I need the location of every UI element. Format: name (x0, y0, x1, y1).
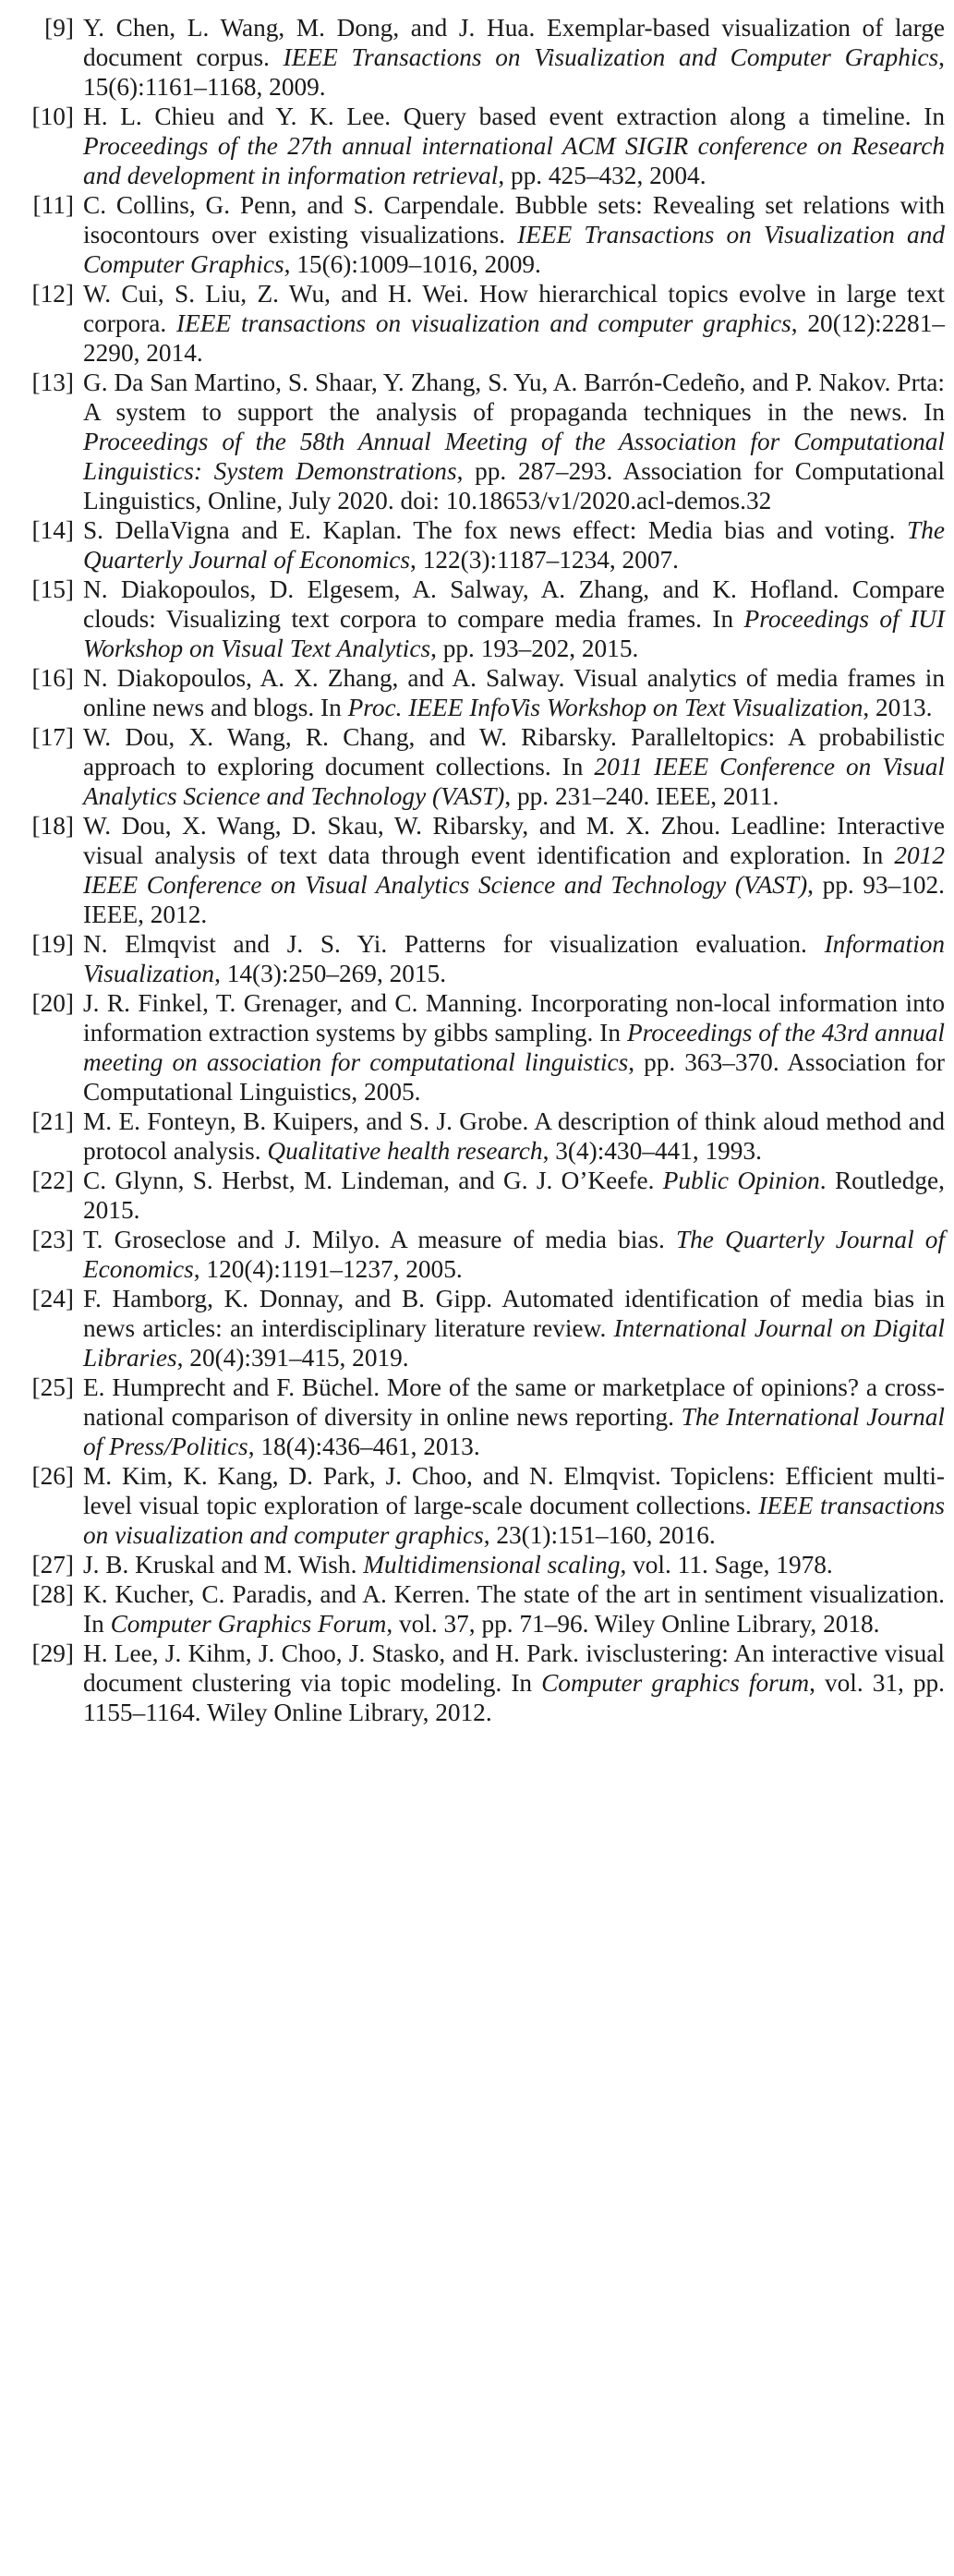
reference-venue: IEEE Transactions on Visualization and Computer Graphics (83, 221, 945, 278)
reference-authors-title: Y. Chen, L. Wang, M. Dong, and J. Hua. Exemplar-based visualization of large document corpus. (83, 14, 945, 71)
reference-number: [12] (31, 280, 74, 308)
reference-entry (9, 1461, 945, 1550)
reference-text (83, 368, 945, 515)
reference-text (83, 1107, 945, 1166)
reference-venue: Public Opinion (662, 1167, 820, 1194)
reference-details: , pp. 231–240. IEEE, 2011. (504, 782, 779, 810)
reference-number: [22] (31, 1167, 74, 1194)
reference-text (83, 1225, 945, 1284)
reference-entry (9, 811, 945, 929)
reference-venue: IEEE transactions on visualization and computer graphics (176, 309, 791, 337)
reference-entry (9, 722, 945, 811)
reference-authors-title: W. Cui, S. Liu, Z. Wu, and H. Wei. How hierarchical topics evolve in large text corpora. (83, 280, 945, 337)
reference-authors-title: N. Elmqvist and J. S. Yi. Patterns for visualization evaluation. (83, 930, 825, 958)
reference-authors-title: C. Glynn, S. Herbst, M. Lindeman, and G. J. O’Keefe. (83, 1167, 663, 1194)
reference-venue: IEEE Transactions on Visualization and Computer Graphics (283, 43, 939, 71)
reference-authors-title: N. Diakopoulos, A. X. Zhang, and A. Salway. Visual analytics of media frames in online news and blogs. In (83, 664, 945, 721)
reference-authors-title: M. E. Fonteyn, B. Kuipers, and S. J. Grobe. A description of think aloud method and protocol analysis. (83, 1107, 945, 1165)
reference-details: , 120(4):1191–1237, 2005. (193, 1255, 463, 1283)
reference-authors-title: J. R. Finkel, T. Grenager, and C. Manning. Incorporating non-local information into information extraction systems by gibbs sampling. In (83, 989, 945, 1046)
reference-venue: 2011 IEEE Conference on Visual Analytics Science and Technology (VAST) (83, 753, 945, 810)
reference-text (83, 515, 945, 574)
reference-details: , pp. 193–202, 2015. (430, 635, 639, 662)
reference-venue: Proceedings of the 43rd annual meeting on association for computational linguistics (83, 1019, 945, 1076)
reference-number: [28] (31, 1580, 74, 1608)
reference-entry (9, 1107, 945, 1166)
reference-text (83, 929, 945, 988)
reference-details: , 20(4):391–415, 2019. (176, 1344, 409, 1372)
reference-details: , vol. 31, pp. 1155–1164. Wiley Online Library, 2012. (83, 1669, 945, 1726)
reference-details: , 23(1):151–160, 2016. (483, 1521, 716, 1549)
reference-entry (9, 102, 945, 190)
reference-authors-title: E. Humprecht and F. Büchel. More of the same or marketplace of opinions? a cross-national comparison of diversity in online news reporting. (83, 1373, 945, 1431)
reference-venue: Proceedings of IUI Workshop on Visual Text Analytics (83, 605, 945, 662)
reference-authors-title: C. Collins, G. Penn, and S. Carpendale. Bubble sets: Revealing set relations with isocontours over existing visualizations. (83, 191, 945, 248)
reference-number: [29] (31, 1639, 74, 1667)
reference-details: . Routledge, 2015. (83, 1167, 945, 1224)
reference-authors-title: F. Hamborg, K. Donnay, and B. Gipp. Automated identification of media bias in news articles: an interdisciplinary literature review. (83, 1285, 945, 1342)
reference-entry (9, 929, 945, 988)
reference-venue: Multidimensional scaling (363, 1551, 621, 1578)
reference-number: [19] (31, 930, 74, 958)
reference-entry (9, 574, 945, 663)
reference-number: [15] (31, 575, 74, 603)
reference-venue: 2012 IEEE Conference on Visual Analytics Science and Technology (VAST) (83, 841, 945, 899)
reference-venue: IEEE transactions on visualization and computer graphics (83, 1492, 945, 1549)
reference-details: , 14(3):250–269, 2015. (214, 960, 447, 987)
reference-authors-title: K. Kucher, C. Paradis, and A. Kerren. The state of the art in sentiment visualization. In (83, 1580, 945, 1638)
reference-text (83, 1373, 945, 1461)
reference-authors-title: T. Groseclose and J. Milyo. A measure of media bias. (83, 1226, 676, 1253)
reference-text (83, 190, 945, 279)
reference-entry (9, 515, 945, 574)
reference-venue: Qualitative health research (267, 1137, 543, 1165)
reference-number: [17] (31, 723, 74, 751)
reference-text (83, 13, 945, 102)
reference-details: , 2013. (863, 694, 933, 721)
reference-entry (9, 1166, 945, 1225)
reference-text (83, 1284, 945, 1373)
reference-authors-title: J. B. Kruskal and M. Wish. (83, 1551, 364, 1578)
reference-authors-title: S. DellaVigna and E. Kaplan. The fox news effect: Media bias and voting. (83, 516, 908, 544)
reference-details: , pp. 363–370. Association for Computational Linguistics, 2005. (83, 1048, 945, 1106)
reference-entry (9, 1550, 945, 1579)
reference-entry (9, 279, 945, 368)
reference-venue: Computer graphics forum (541, 1669, 810, 1697)
reference-text (83, 1461, 945, 1550)
reference-number: [13] (31, 369, 74, 396)
reference-details: , pp. 425–432, 2004. (498, 162, 706, 189)
reference-venue: The Quarterly Journal of Economics (83, 516, 945, 574)
reference-number: [18] (31, 812, 74, 840)
reference-venue: The International Journal of Press/Politics (83, 1403, 945, 1460)
reference-text (83, 1639, 945, 1727)
reference-details: , vol. 11. Sage, 1978. (620, 1551, 833, 1578)
reference-number: [26] (31, 1462, 74, 1490)
reference-details: , pp. 287–293. Association for Computational Linguistics, Online, July 2020. doi: 10.18653/v1/2020.acl-demos.32 (83, 457, 945, 514)
reference-details: , 15(6):1161–1168, 2009. (83, 43, 945, 101)
reference-authors-title: G. Da San Martino, S. Shaar, Y. Zhang, S. Yu, A. Barrón-Cedeño, and P. Nakov. Prta: A system to support the analysis of propaganda techniques in the news. In (83, 369, 945, 426)
reference-authors-title: H. Lee, J. Kihm, J. Choo, J. Stasko, and H. Park. ivisclustering: An interactive visual document clustering via topic modeling. In (83, 1639, 945, 1697)
reference-details: , 3(4):430–441, 1993. (542, 1137, 762, 1165)
reference-authors-title: N. Diakopoulos, D. Elgesem, A. Salway, A. Zhang, and K. Hofland. Compare clouds: Visualizing text corpora to compare media frames. In (83, 575, 945, 633)
reference-number: [9] (44, 14, 74, 42)
reference-details: , 20(12):2281–2290, 2014. (83, 309, 946, 367)
reference-entry (9, 1579, 945, 1639)
reference-number: [23] (31, 1226, 74, 1253)
reference-number: [14] (31, 516, 74, 544)
reference-text (83, 811, 945, 929)
reference-number: [16] (31, 664, 74, 692)
reference-authors-title: M. Kim, K. Kang, D. Park, J. Choo, and N. Elmqvist. Topiclens: Efficient multi-level visual topic exploration of large-scale document collections. (83, 1462, 945, 1519)
reference-authors-title: H. L. Chieu and Y. K. Lee. Query based event extraction along a timeline. In (83, 103, 945, 130)
reference-text (83, 279, 945, 368)
reference-text (83, 988, 945, 1107)
reference-entry (9, 1639, 945, 1727)
reference-entry (9, 988, 945, 1107)
reference-number: [27] (31, 1551, 74, 1578)
reference-entry (9, 663, 945, 722)
reference-entry (9, 190, 945, 279)
reference-venue: The Quarterly Journal of Economics (83, 1226, 945, 1283)
reference-text (83, 102, 945, 190)
reference-text (83, 1579, 945, 1639)
reference-number: [25] (31, 1373, 74, 1401)
reference-details: , 122(3):1187–1234, 2007. (410, 546, 679, 574)
reference-venue: Proceedings of the 27th annual international ACM SIGIR conference on Research and development in information retrieval (83, 132, 945, 189)
reference-details: , 15(6):1009–1016, 2009. (284, 250, 541, 278)
reference-venue: Computer Graphics Forum (110, 1610, 387, 1638)
reference-number: [21] (31, 1107, 74, 1135)
reference-number: [11] (32, 191, 74, 219)
reference-entry (9, 1284, 945, 1373)
reference-venue: Information Visualization (83, 930, 945, 987)
reference-entry (9, 1225, 945, 1284)
reference-details: , pp. 93–102. IEEE, 2012. (83, 871, 945, 928)
reference-entry (9, 368, 945, 515)
reference-venue: Proceedings of the 58th Annual Meeting of the Association for Computational Linguistics: System Demonstrations (83, 428, 945, 485)
reference-entry (9, 13, 945, 102)
reference-number: [20] (31, 989, 74, 1017)
reference-authors-title: W. Dou, X. Wang, D. Skau, W. Ribarsky, and M. X. Zhou. Leadline: Interactive visual analysis of text data through event identification and exploration. In (83, 812, 945, 869)
reference-text (83, 574, 945, 663)
reference-venue: Proc. IEEE InfoVis Workshop on Text Visualization (347, 694, 863, 721)
reference-text (83, 663, 945, 722)
reference-details: , vol. 37, pp. 71–96. Wiley Online Library, 2018. (386, 1610, 880, 1638)
reference-number: [10] (31, 103, 74, 130)
reference-authors-title: W. Dou, X. Wang, R. Chang, and W. Ribarsky. Paralleltopics: A probabilistic approach to exploring document collections. In (83, 723, 945, 780)
reference-text (83, 722, 945, 811)
reference-number: [24] (31, 1285, 74, 1312)
reference-text (83, 1550, 945, 1579)
reference-venue: International Journal on Digital Libraries (83, 1314, 945, 1372)
reference-text (83, 1166, 945, 1225)
reference-entry (9, 1373, 945, 1461)
reference-details: , 18(4):436–461, 2013. (248, 1433, 480, 1460)
